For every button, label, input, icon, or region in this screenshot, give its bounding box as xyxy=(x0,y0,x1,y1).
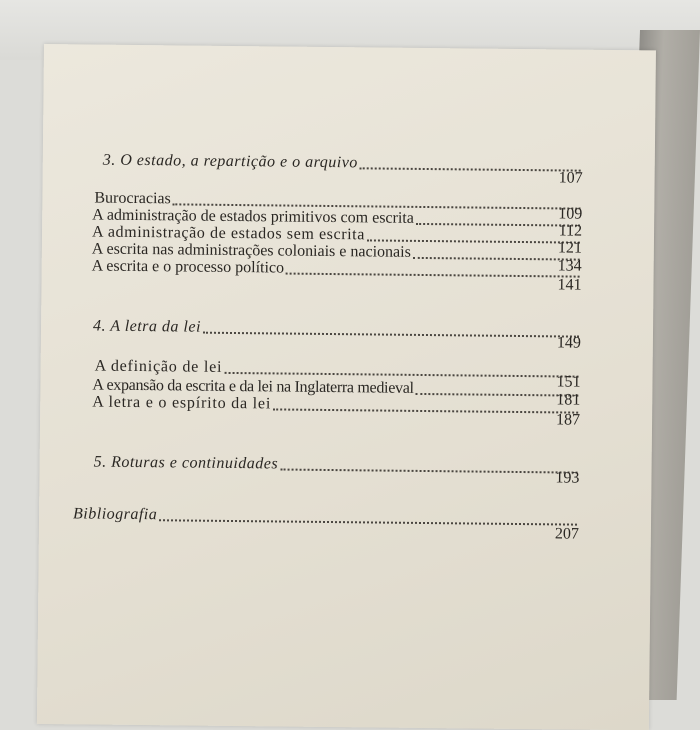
page-number: 121 xyxy=(557,239,582,257)
page-number: 141 xyxy=(557,276,582,294)
entry-title: 3. O estado, a repartição e o arquivo xyxy=(102,151,358,172)
book-page xyxy=(37,44,656,730)
entry-title: A expansão da escrita e da lei na Inglaterra medieval xyxy=(92,376,414,397)
page-number: 187 xyxy=(556,411,581,429)
page-number: 207 xyxy=(554,525,579,543)
entry-title: Bibliografia xyxy=(72,505,158,524)
dot-leader xyxy=(203,332,579,338)
page-number: 112 xyxy=(558,222,583,240)
entry-title: A escrita e o processo político xyxy=(91,257,285,277)
dot-leader xyxy=(273,408,578,413)
page-number: 151 xyxy=(556,373,581,391)
toc-chapter-3 xyxy=(103,151,581,176)
page-number: 149 xyxy=(556,334,581,352)
toc-chapter-4 xyxy=(93,317,579,342)
page-number: 107 xyxy=(558,169,583,187)
dot-leader xyxy=(280,468,577,473)
entry-title: Burocracias xyxy=(94,189,171,208)
entry-title: A definição de lei xyxy=(94,357,223,376)
page-number: 109 xyxy=(558,205,583,223)
entry-title: A escrita nas administrações coloniais e nacionais xyxy=(91,240,411,261)
page-number: 134 xyxy=(557,257,582,275)
dot-leader xyxy=(286,273,580,278)
toc-section xyxy=(92,257,580,282)
entry-title: A administração de estados sem escrita xyxy=(91,223,366,244)
entry-title: A letra e o espírito da lei xyxy=(92,393,272,413)
entry-title: 5. Roturas e continuidades xyxy=(93,453,279,473)
toc-section xyxy=(92,391,581,418)
dot-leader xyxy=(159,519,577,525)
page-number: 181 xyxy=(556,391,581,409)
toc-bibliography xyxy=(73,504,577,529)
page-number: 193 xyxy=(555,469,580,487)
entry-title: A administração de estados primitivos com escrita xyxy=(92,206,414,227)
toc-chapter-5 xyxy=(94,453,578,478)
entry-title: 4. A letra da lei xyxy=(92,317,202,336)
